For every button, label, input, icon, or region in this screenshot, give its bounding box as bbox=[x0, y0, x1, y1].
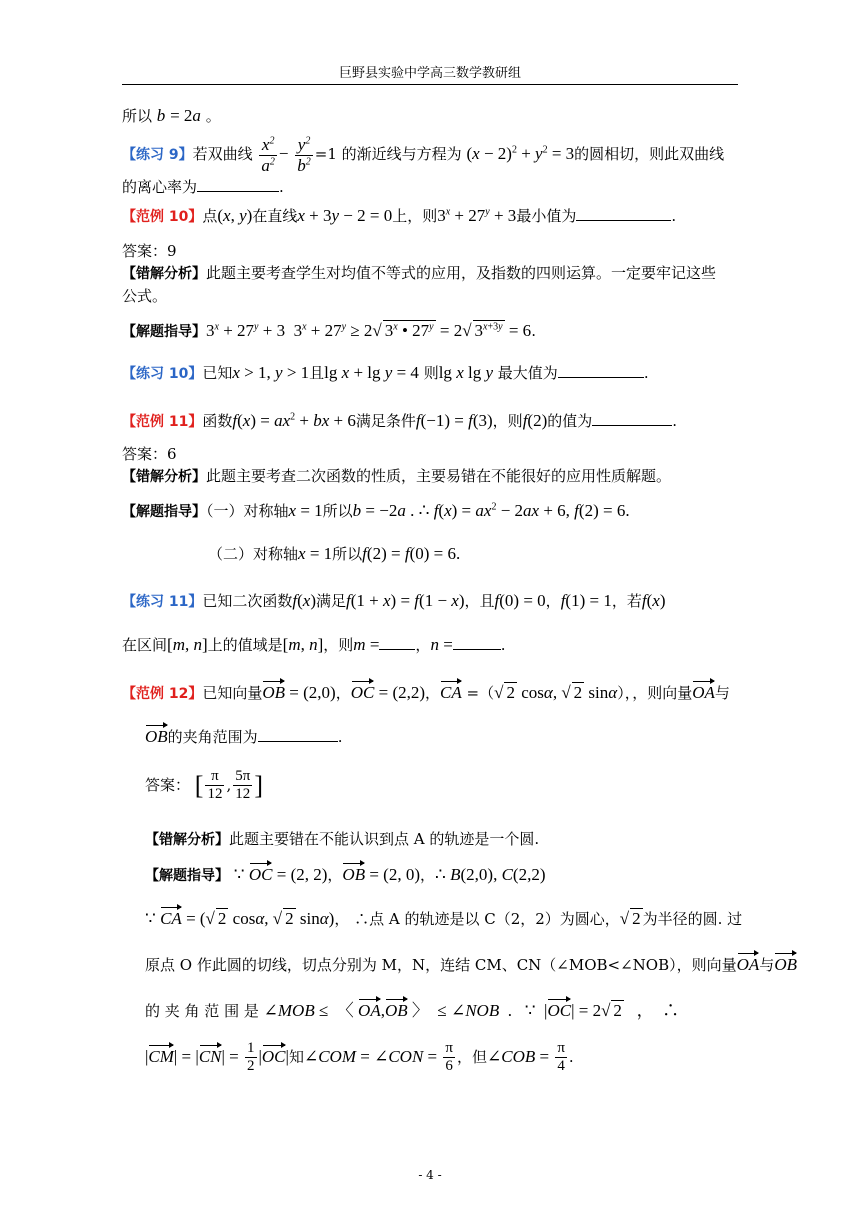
sample-10: 【范例 10】点(x, y)在直线x + 3y − 2 = 0上，则$3^x + 27^y + 3$最小值为 . bbox=[122, 206, 677, 225]
sample-12-error: 【错解分析】此题主要错在不能认识到点 A 的轨迹是一个圆. bbox=[145, 830, 540, 848]
sample-11-answer: 答案：6 bbox=[122, 445, 177, 463]
exercise-11: 【练习 11】已知二次函数f(x)满足f(1 + x) = f(1 − x)，且f(0) = 0，f(1) = 1，若f(x) bbox=[122, 591, 666, 610]
sample-12-solution-2: ∵ CA = (√ 2 cosα, √ 2 sinα)， ∴点 A 的轨迹是以 C（2，2）为圆心，√ 2 为半径的圆. 过 bbox=[145, 906, 742, 929]
sample-10-tag: 【范例 10】 bbox=[122, 209, 203, 225]
sample-12-solution-3: 原点 O 作此圆的切线，切点分别为 M，N，连结 CM、CN（∠MOB<∠NOB），则向量OA与OB bbox=[145, 952, 797, 975]
sample-11: 【范例 11】函数$f(x) = ax^2$ + bx + 6满足条件f(−1) = f(3)，则f(2)的值为 . bbox=[122, 411, 678, 430]
exercise-9-tag: 【练习 9】 bbox=[122, 147, 193, 164]
sample-12-solution: 【解题指导】 ∵ OC = (2, 2)，OB = (2, 0)，∴ B(2,0), C(2,2) bbox=[145, 862, 546, 885]
sample-11-solution-1: 【解题指导】（一）对称轴x = 1所以b = −2a . ∴ $f(x) = ax^2 - 2ax + 6$, f(2) = 6. bbox=[122, 501, 630, 520]
page-header: 巨野县实验中学高三数学教研组 bbox=[338, 66, 521, 81]
exercise-9: 【练习 9】若双曲线 $\frac{x^2}{a^2}$ − $\frac{y^2}{b^2}$ =1 的渐近线与方程为 $(x - 2)^2 + y^2 = 3$的圆相切，则此双曲线 bbox=[122, 135, 725, 175]
exercise-11-line2: 在区间[m, n]上的值域是[m, n]，则m = ，n = . bbox=[122, 635, 506, 654]
exercise-9-line2: 的离心率为 . bbox=[122, 178, 284, 196]
sample-11-error: 【错解分析】此题主要考查二次函数的性质，主要易错在不能很好的应用性质解题。 bbox=[122, 467, 672, 485]
sample-12-solution-4: 的 夹 角 范 围 是 ∠MOB ≤ 〈 OA,OB 〉 ≤ ∠NOB . ∵ |OC| = 2√ 2 ， ∴ bbox=[145, 996, 679, 1021]
sample-10-answer: 答案：9 bbox=[122, 242, 177, 260]
sample-12-line2: OB的夹角范围为 . bbox=[145, 724, 342, 747]
header-rule bbox=[122, 84, 738, 85]
sample-12-solution-5: |CM| = |CN| = $\frac{1}{2}$ |OC|知∠COM = ∠CON = $\frac{\pi}{6}$ ，但∠COB = $\frac{\pi}{4}$ . bbox=[145, 1040, 574, 1075]
sample-12-answer: 答案： [ $\frac{\pi}{12}$ , $\frac{5\pi}{12}$ ] bbox=[145, 768, 263, 803]
sample-12: 【范例 12】已知向量OB = (2,0)，OC = (2,2)，CA =（√ 2 cosα, √ 2 sinα），，则向量OA与 bbox=[122, 680, 730, 703]
exercise-10: 【练习 10】已知x > 1, y > 1且lg x + lg y = 4 则lg x lg y 最大值为 . bbox=[122, 363, 649, 382]
sample-10-error: 【错解分析】此题主要考查学生对均值不等式的应用，及指数的四则运算。一定要牢记这些 bbox=[122, 264, 717, 282]
page-number: - 4 - bbox=[418, 1168, 442, 1182]
sample-10-solution: 【解题指导】$3^x + 27^y + 3$ $3^x + 27^y \ge 2√$ 3$^x$ • $27^y = 2√$ $3^{x+3y} = 6$. bbox=[122, 321, 536, 340]
sample-11-solution-2: （二）对称轴x = 1所以f(2) = f(0) = 6. bbox=[208, 544, 461, 563]
line-conclusion: 所以 b = 2a 。 bbox=[122, 106, 221, 125]
sample-10-error-2: 公式。 bbox=[122, 287, 168, 305]
